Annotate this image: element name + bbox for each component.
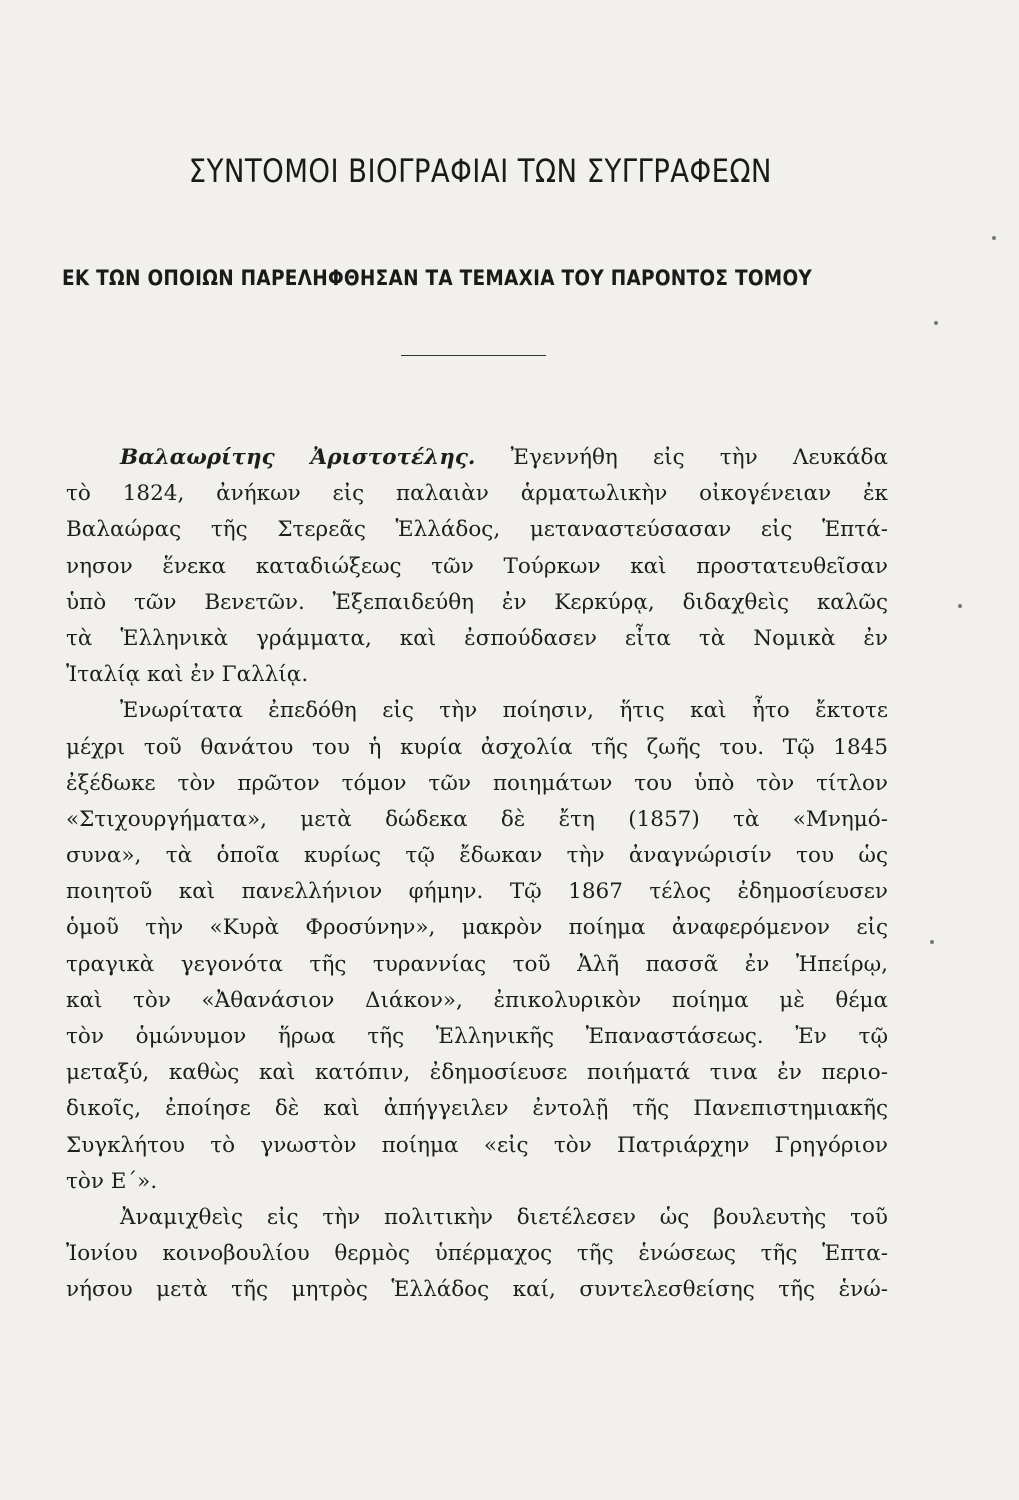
text-line: ὁμοῦ τὴν «Κυρὰ Φροσύνην», μακρὸν ποίημα ἀναφερόμενον εἰς <box>66 915 888 941</box>
text-line: νήσου μετὰ τῆς μητρὸς Ἑλλάδος καί, συντελεσθείσης τῆς ἑνώ- <box>66 1277 888 1303</box>
text-line: δικοῖς, ἐποίησε δὲ καὶ ἀπήγγειλεν ἐντολῇ τῆς Πανεπιστημιακῆς <box>66 1096 888 1122</box>
divider-rule <box>401 355 546 356</box>
text-line: Ἰταλίᾳ καὶ ἐν Γαλλίᾳ. <box>66 662 309 688</box>
text-line: Ἀναμιχθεὶς εἰς τὴν πολιτικὴν διετέλεσεν ὡς βουλευτὴς τοῦ <box>120 1204 888 1230</box>
text-line: ὑπὸ τῶν Βενετῶν. Ἐξεπαιδεύθη ἐν Κερκύρᾳ, διδαχθεὶς καλῶς <box>66 589 888 615</box>
page-title: ΣΥΝΤΟΜΟΙ ΒΙΟΓΡΑΦΙΑΙ ΤΩΝ ΣΥΓΓΡΑΦΕΩΝ <box>188 152 772 190</box>
text-line: τὰ Ἑλληνικὰ γράμματα, καὶ ἐσπούδασεν εἶτα τὰ Νομικὰ ἐν <box>66 625 888 651</box>
text-line: μέχρι τοῦ θανάτου του ἡ κυρία ἀσχολία τῆς ζωῆς του. Τῷ 1845 <box>66 734 888 760</box>
page-subtitle: ΕΚ ΤΩΝ ΟΠΟΙΩΝ ΠΑΡΕΛΗΦΘΗΣΑΝ ΤΑ ΤΕΜΑΧΙΑ ΤΟΥ ΠΑΡΟΝΤΟΣ ΤΟΜΟΥ <box>62 266 813 290</box>
text-line: ποιητοῦ καὶ πανελλήνιον φήμην. Τῷ 1867 τέλος ἐδημοσίευσεν <box>66 879 888 905</box>
text-line: Ἰονίου κοινοβουλίου θερμὸς ὑπέρμαχος τῆς ἑνώσεως τῆς Ἑπτα- <box>66 1241 888 1267</box>
text-line: τὸ 1824, ἀνήκων εἰς παλαιὰν ἁρματωλικὴν οἰκογένειαν ἐκ <box>66 481 888 507</box>
text-line: νησον ἕνεκα καταδιώξεως τῶν Τούρκων καὶ προστατευθεῖσαν <box>66 553 888 579</box>
print-speck <box>934 321 938 325</box>
text-line: καὶ τὸν «Ἀθανάσιον Διάκον», ἐπικολυρικὸν ποίημα μὲ θέμα <box>66 987 888 1013</box>
text-line: Συγκλήτου τὸ γνωστὸν ποίημα «εἰς τὸν Πατριάρχην Γρηγόριον <box>66 1132 888 1158</box>
author-name: Βαλαωρίτης Ἀριστοτέλης. <box>120 445 476 470</box>
text-line: Ἐνωρίτατα ἐπεδόθη εἰς τὴν ποίησιν, ἥτις καὶ ἦτο ἔκτοτε <box>120 698 888 724</box>
text-line: μεταξύ, καθὼς καὶ κατόπιν, ἐδημοσίευσε ποιήματά τινα ἐν περιο- <box>66 1060 888 1086</box>
print-speck <box>958 604 962 608</box>
print-speck <box>930 940 934 944</box>
text-line: τὸν ὁμώνυμον ἥρωα τῆς Ἑλληνικῆς Ἐπαναστάσεως. Ἐν τῷ <box>66 1024 888 1049</box>
text-line: τὸν Ε΄». <box>66 1168 158 1194</box>
text-line: τραγικὰ γεγονότα τῆς τυραννίας τοῦ Ἀλῆ πασσᾶ ἐν Ἠπείρῳ, <box>66 951 888 977</box>
text-line: Βαλαωρίτης Ἀριστοτέλης. Ἐγεννήθη εἰς τὴν Λευκάδα <box>120 445 888 470</box>
print-speck <box>992 236 996 240</box>
text-line: Βαλαώρας τῆς Στερεᾶς Ἑλλάδος, μεταναστεύσασαν εἰς Ἑπτά- <box>66 517 888 543</box>
biography-text <box>66 440 888 1309</box>
text-line: συνα», τὰ ὁποῖα κυρίως τῷ ἔδωκαν τὴν ἀναγνώρισίν του ὡς <box>66 843 888 869</box>
text-line: «Στιχουργήματα», μετὰ δώδεκα δὲ ἔτη (1857) τὰ «Μνημό- <box>66 806 888 832</box>
text-line: ἐξέδωκε τὸν πρῶτον τόμον τῶν ποιημάτων του ὑπὸ τὸν τίτλον <box>66 770 888 796</box>
